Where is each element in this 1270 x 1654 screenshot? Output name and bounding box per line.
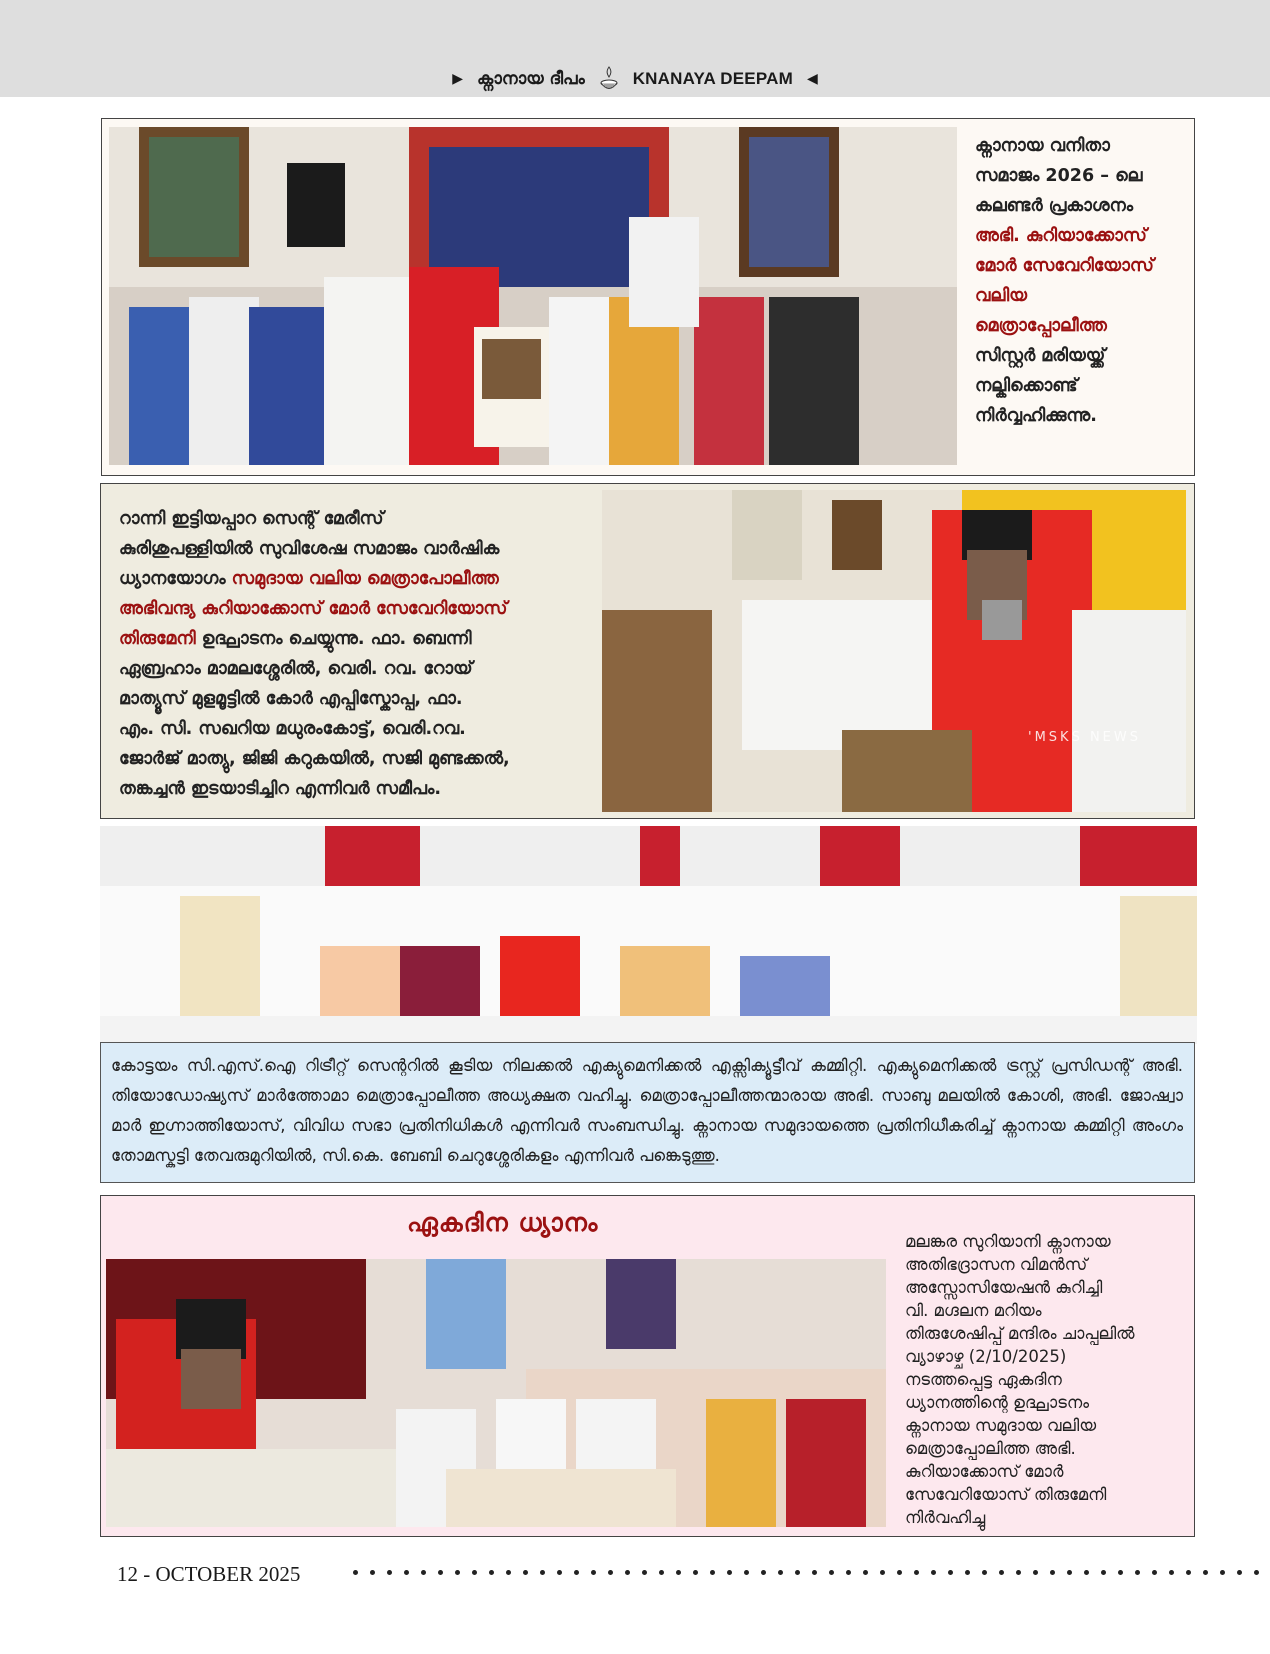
dot-icon	[1096, 1566, 1113, 1580]
caption-line-highlight: അഭിവന്ദ്യ കുറിയാക്കോസ് മോർ സേവേറിയോസ്	[119, 599, 508, 619]
caption-line	[119, 564, 564, 594]
caption-line: ധ്യാനത്തിന്റെ ഉദ്ഘാടനം	[905, 1393, 1090, 1412]
article-heading: ഏകദിന ധ്യാനം	[407, 1208, 599, 1237]
ecumenical-committee-caption: കോട്ടയം സി.എസ്.ഐ റിട്രീറ്റ് സെന്ററിൽ കൂടിയ നിലക്കൽ എക്യുമെനിക്കൽ എക്സിക്യൂട്ടീവ് കമ്മിറ്റി. എക്യുമെനിക്കൽ ട്രസ്റ്റ് പ്രസിഡന്റ് അഭി. തിയോഡോഷ്യസ് മാർത്തോമാ മെത്രാപ്പോലീത്ത അധ്യക്ഷത വഹിച്ചു. മെത്രാപ്പോലീത്തന്മാരായ അഭി. സാബു മലയിൽ കോശി, അഭി. ജോഷ്വാ മാർ ഇഗ്നാത്തിയോസ്, വിവിധ സഭാ പ്രതിനിധികൾ എന്നിവർ സംബന്ധിച്ചു. ക്നാനായ സമുദായത്തെ പ്രതിനിധീകരിച്ച് ക്നാനായ കമ്മിറ്റി അംഗം തോമസ്കുട്ടി തേവരുമുറിയിൽ, സി.കെ. ബേബി ചെറുശ്ശേരികളം എന്നിവർ പങ്കെടുത്തു.	[111, 1056, 1183, 1165]
caption-line: നിർവ്വഹിക്കുന്നു.	[975, 406, 1097, 426]
dot-icon	[467, 1566, 484, 1580]
dot-icon	[926, 1566, 943, 1580]
metropolitan-speaking-photo	[602, 490, 1186, 812]
dot-icon	[1181, 1566, 1198, 1580]
caption-line: നിർവഹിച്ചു	[905, 1508, 986, 1527]
caption-line	[119, 624, 564, 654]
title-english: KNANAYA DEEPAM	[632, 69, 793, 88]
dot-icon	[841, 1566, 858, 1580]
publication-title	[0, 66, 1270, 92]
caption-line: മലങ്കര സുറിയാനി ക്നാനായ	[905, 1232, 1111, 1251]
dot-icon	[705, 1566, 722, 1580]
right-triangle-icon: ▶	[452, 71, 464, 87]
dot-icon	[518, 1566, 535, 1580]
dot-icon	[433, 1566, 450, 1580]
dot-icon	[671, 1566, 688, 1580]
dot-icon	[1130, 1566, 1147, 1580]
dot-icon	[1113, 1566, 1130, 1580]
dot-icon	[858, 1566, 875, 1580]
dot-icon	[1249, 1566, 1266, 1580]
caption-line: കലണ്ടർ പ്രകാശനം	[975, 196, 1134, 216]
dot-icon	[1045, 1566, 1062, 1580]
caption-highlight: സമുദായ വലിയ മെത്രാപോലീത്ത	[231, 569, 499, 589]
dot-icon	[450, 1566, 467, 1580]
caption-line: നല്കിക്കൊണ്ട്	[975, 376, 1078, 396]
dot-icon	[586, 1566, 603, 1580]
dot-icon	[399, 1566, 416, 1580]
dot-icon	[739, 1566, 756, 1580]
dot-icon	[960, 1566, 977, 1580]
caption-line: കുരിശുപള്ളിയിൽ സുവിശേഷ സമാജം വാർഷിക	[119, 539, 500, 559]
dot-icon	[552, 1566, 569, 1580]
dot-icon	[756, 1566, 773, 1580]
dot-icon	[603, 1566, 620, 1580]
dot-icon	[1062, 1566, 1079, 1580]
caption-line-highlight: വലിയ	[975, 286, 1028, 306]
caption-line: അതിഭദ്രാസന വിമൻസ്	[905, 1255, 1088, 1274]
dot-icon	[348, 1566, 365, 1580]
caption-text: ധ്യാനയോഗം	[119, 569, 232, 589]
dot-icon	[824, 1566, 841, 1580]
dot-icon	[365, 1566, 382, 1580]
dot-icon	[637, 1566, 654, 1580]
caption-line-highlight: മെത്രാപ്പോലീത്ത	[975, 316, 1107, 336]
caption-line: ഏബ്രഹാം മാമലശ്ശേരിൽ, വെരി. റവ. റോയ്	[119, 659, 473, 679]
caption-line: തങ്കച്ചൻ ഇടയാടിച്ചിറ എന്നിവർ സമീപം.	[119, 779, 442, 799]
dot-icon	[382, 1566, 399, 1580]
dot-icon	[620, 1566, 637, 1580]
dot-icon	[688, 1566, 705, 1580]
dot-icon	[501, 1566, 518, 1580]
article-calendar-release	[101, 118, 1195, 476]
caption-line: ക്നാനായ വനിതാ	[975, 136, 1110, 156]
ecumenical-committee-caption-box	[100, 1042, 1195, 1183]
retreat-caption	[905, 1230, 1185, 1529]
title-malayalam: ക്നാനായ ദീപം	[477, 69, 585, 89]
dot-icon	[807, 1566, 824, 1580]
dot-icon	[1215, 1566, 1232, 1580]
dot-icon	[1011, 1566, 1028, 1580]
photo-watermark: 'MSKS NEWS	[1028, 730, 1141, 745]
dot-icon	[722, 1566, 739, 1580]
dot-icon	[773, 1566, 790, 1580]
dot-icon	[1164, 1566, 1181, 1580]
dot-icon	[1198, 1566, 1215, 1580]
caption-line: റാന്നി ഇട്ടിയപ്പാറ സെന്റ് മേരീസ്	[119, 509, 384, 529]
dot-icon	[994, 1566, 1011, 1580]
caption-line: തിരുശേഷിപ്പ് മന്ദിരം ചാപ്പലിൽ	[905, 1324, 1135, 1343]
calendar-release-photo	[109, 127, 957, 465]
caption-line: എം. സി. സഖറിയ മധുരംകോട്ട്, വെരി.റവ.	[119, 719, 466, 739]
dot-icon	[416, 1566, 433, 1580]
dot-icon	[1028, 1566, 1045, 1580]
dot-icon	[977, 1566, 994, 1580]
dot-icon	[654, 1566, 671, 1580]
retreat-inauguration-photo	[106, 1259, 886, 1527]
dot-icon	[909, 1566, 926, 1580]
oil-lamp-icon	[599, 66, 619, 92]
footer-dotted-rule	[348, 1566, 1270, 1580]
caption-text: ഉദ്ഘാടനം ചെയ്യുന്നു. ഫാ. ബെന്നി	[195, 629, 472, 649]
caption-line: സേവേറിയോസ് തിരുമേനി	[905, 1485, 1107, 1504]
caption-line-highlight: അഭി. കുറിയാക്കോസ്	[975, 226, 1147, 246]
dot-icon	[875, 1566, 892, 1580]
caption-highlight: തിരുമേനി	[119, 629, 196, 649]
caption-line: സമാജം 2026 – ലെ	[975, 166, 1143, 186]
caption-line: സിസ്റ്റർ മരിയയ്ക്ക്	[975, 346, 1106, 366]
caption-line: വ്യാഴാഴ്ച (2/10/2025)	[905, 1347, 1067, 1366]
dot-icon	[569, 1566, 586, 1580]
dot-icon	[1147, 1566, 1164, 1580]
left-triangle-icon: ◀	[806, 71, 818, 87]
dot-icon	[535, 1566, 552, 1580]
article-suvishesha-samajam	[100, 483, 1195, 819]
caption-line: കുറിയാക്കോസ് മോർ	[905, 1462, 1064, 1481]
dot-icon	[892, 1566, 909, 1580]
caption-line: അസ്സോസിയേഷൻ കുറിച്ചി	[905, 1278, 1103, 1297]
page-number-date: 12 - OCTOBER 2025	[117, 1562, 301, 1586]
suvishesha-caption	[119, 504, 564, 804]
caption-line: നടത്തപ്പെട്ട ഏകദിന	[905, 1370, 1062, 1389]
caption-line: മെത്രാപ്പോലിത്ത അഭി.	[905, 1439, 1076, 1458]
caption-line: വി. മഗ്ദലന മറിയം	[905, 1301, 1042, 1320]
dot-icon	[484, 1566, 501, 1580]
calendar-release-caption	[975, 131, 1185, 431]
ecumenical-committee-photo	[100, 826, 1197, 1044]
caption-line-highlight: മോർ സേവേറിയോസ്	[975, 256, 1154, 276]
caption-line: മാത്യൂസ് മുളമൂട്ടിൽ കോർ എപ്പിസ്കോപ്പ, ഫാ.	[119, 689, 463, 709]
dot-icon	[1079, 1566, 1096, 1580]
dot-icon	[943, 1566, 960, 1580]
caption-line: ക്നാനായ സമുദായ വലിയ	[905, 1416, 1097, 1435]
caption-line: ജോർജ് മാത്യു, ജിജി കറുകയിൽ, സജി മുണ്ടക്കൽ,	[119, 749, 510, 769]
article-ekadina-dhyanam	[100, 1195, 1195, 1537]
dot-icon	[1232, 1566, 1249, 1580]
dot-icon	[790, 1566, 807, 1580]
